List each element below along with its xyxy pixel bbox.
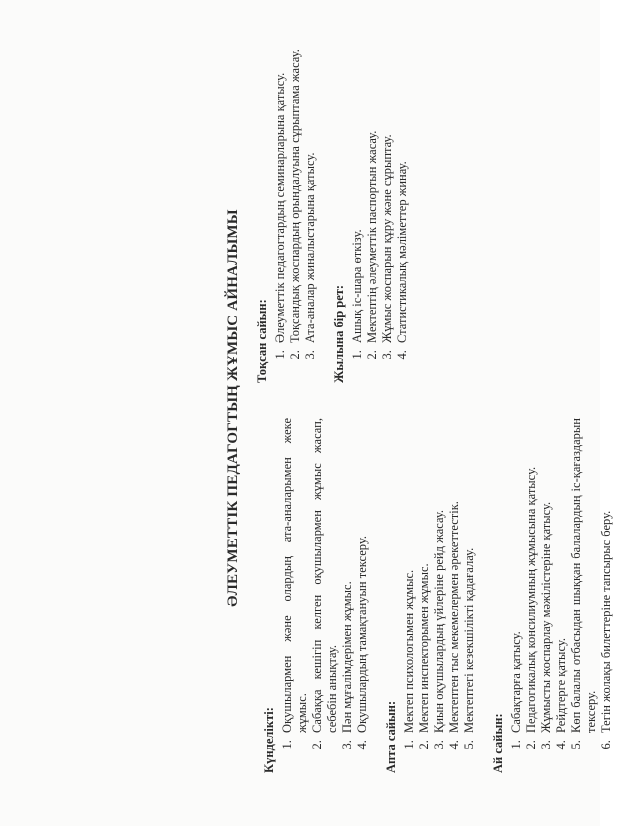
list-item: 1. Мектеп психологымен жұмыс.: [402, 418, 417, 737]
section-heading: Тоқсан сайын:: [255, 299, 269, 383]
item-list: [509, 418, 614, 773]
section-quarterly: [255, 38, 318, 383]
section-daily: [262, 418, 370, 773]
section-heading: Күнделікті:: [262, 707, 276, 773]
list-item: 1. Оқушылармен және олардың ата-аналарымен жеке жұмыс.: [280, 418, 310, 737]
right-column: [255, 38, 424, 383]
list-item: 3. Пән мұғалімдерімен жұмыс.: [340, 418, 355, 737]
document-title: ӘЛЕУМЕТТІК ПЕДАГОГТЫҢ ЖҰМЫС АЙНАЛЫМЫ: [225, 209, 241, 607]
item-list: [273, 38, 318, 383]
item-list: [402, 418, 477, 773]
list-item: 2. Тоқсандық жоспардың орындалуына сұрыптама жасау.: [288, 38, 303, 347]
list-item: 5. Көп балалы отбасыдан шыққан балалардың іс-қағаздарын тексеру.: [569, 418, 599, 737]
list-item: 1. Ашық іс-шара өткізу.: [350, 38, 365, 347]
section-yearly: [332, 38, 410, 383]
list-item: 2. Мектептің әлеуметтік паспортын жасау.: [365, 38, 380, 347]
section-heading: Жылына бір рет:: [332, 284, 346, 383]
item-list: [280, 418, 370, 773]
item-list: [350, 38, 410, 383]
list-item: 2. Педагогикалық консилиумның жұмысына қатысу.: [524, 418, 539, 737]
rotated-document-sheet: [37, 18, 613, 798]
list-item: 4. Рейдтерге қатысу.: [554, 418, 569, 737]
list-item: 6. Тегін жолақы билеттеріне тапсырыс беру.: [599, 418, 614, 737]
list-item: 4. Мектептен тыс мекемелермен әрекеттестік.: [447, 418, 462, 737]
section-heading: Ай сайын:: [491, 713, 505, 773]
list-item: 2. Мектеп инспекторымен жұмыс.: [417, 418, 432, 737]
section-weekly: [384, 418, 477, 773]
list-item: 5. Мектептегі кезекшілікті қадағалау.: [462, 418, 477, 737]
list-item: 3. Қиын оқушылардың үйлеріне рейд жасау.: [432, 418, 447, 737]
list-item: 4. Оқушылардың тамақтануын тексеру.: [355, 418, 370, 737]
list-item: 1. Сабақтарға қатысу.: [509, 418, 524, 737]
list-item: 1. Әлеуметтік педагогтардың семинарларына қатысу.: [273, 38, 288, 347]
section-monthly: [491, 418, 614, 773]
left-column: [262, 418, 628, 773]
section-heading: Апта сайын:: [384, 700, 398, 773]
list-item: 3. Жұмысты жоспарлау мәжілістеріне қатысу.: [539, 418, 554, 737]
list-item: 3. Жұмыс жоспарын құру және сұрыптау.: [380, 38, 395, 347]
list-item: 3. Ата-аналар жиналыстарына қатысу.: [303, 38, 318, 347]
list-item: 4. Статистикалық мәліметтер жинау.: [395, 38, 410, 347]
list-item: 2. Сабаққа кешігіп келген оқушылармен жұмыс жасап, себебін анықтау.: [310, 418, 340, 737]
